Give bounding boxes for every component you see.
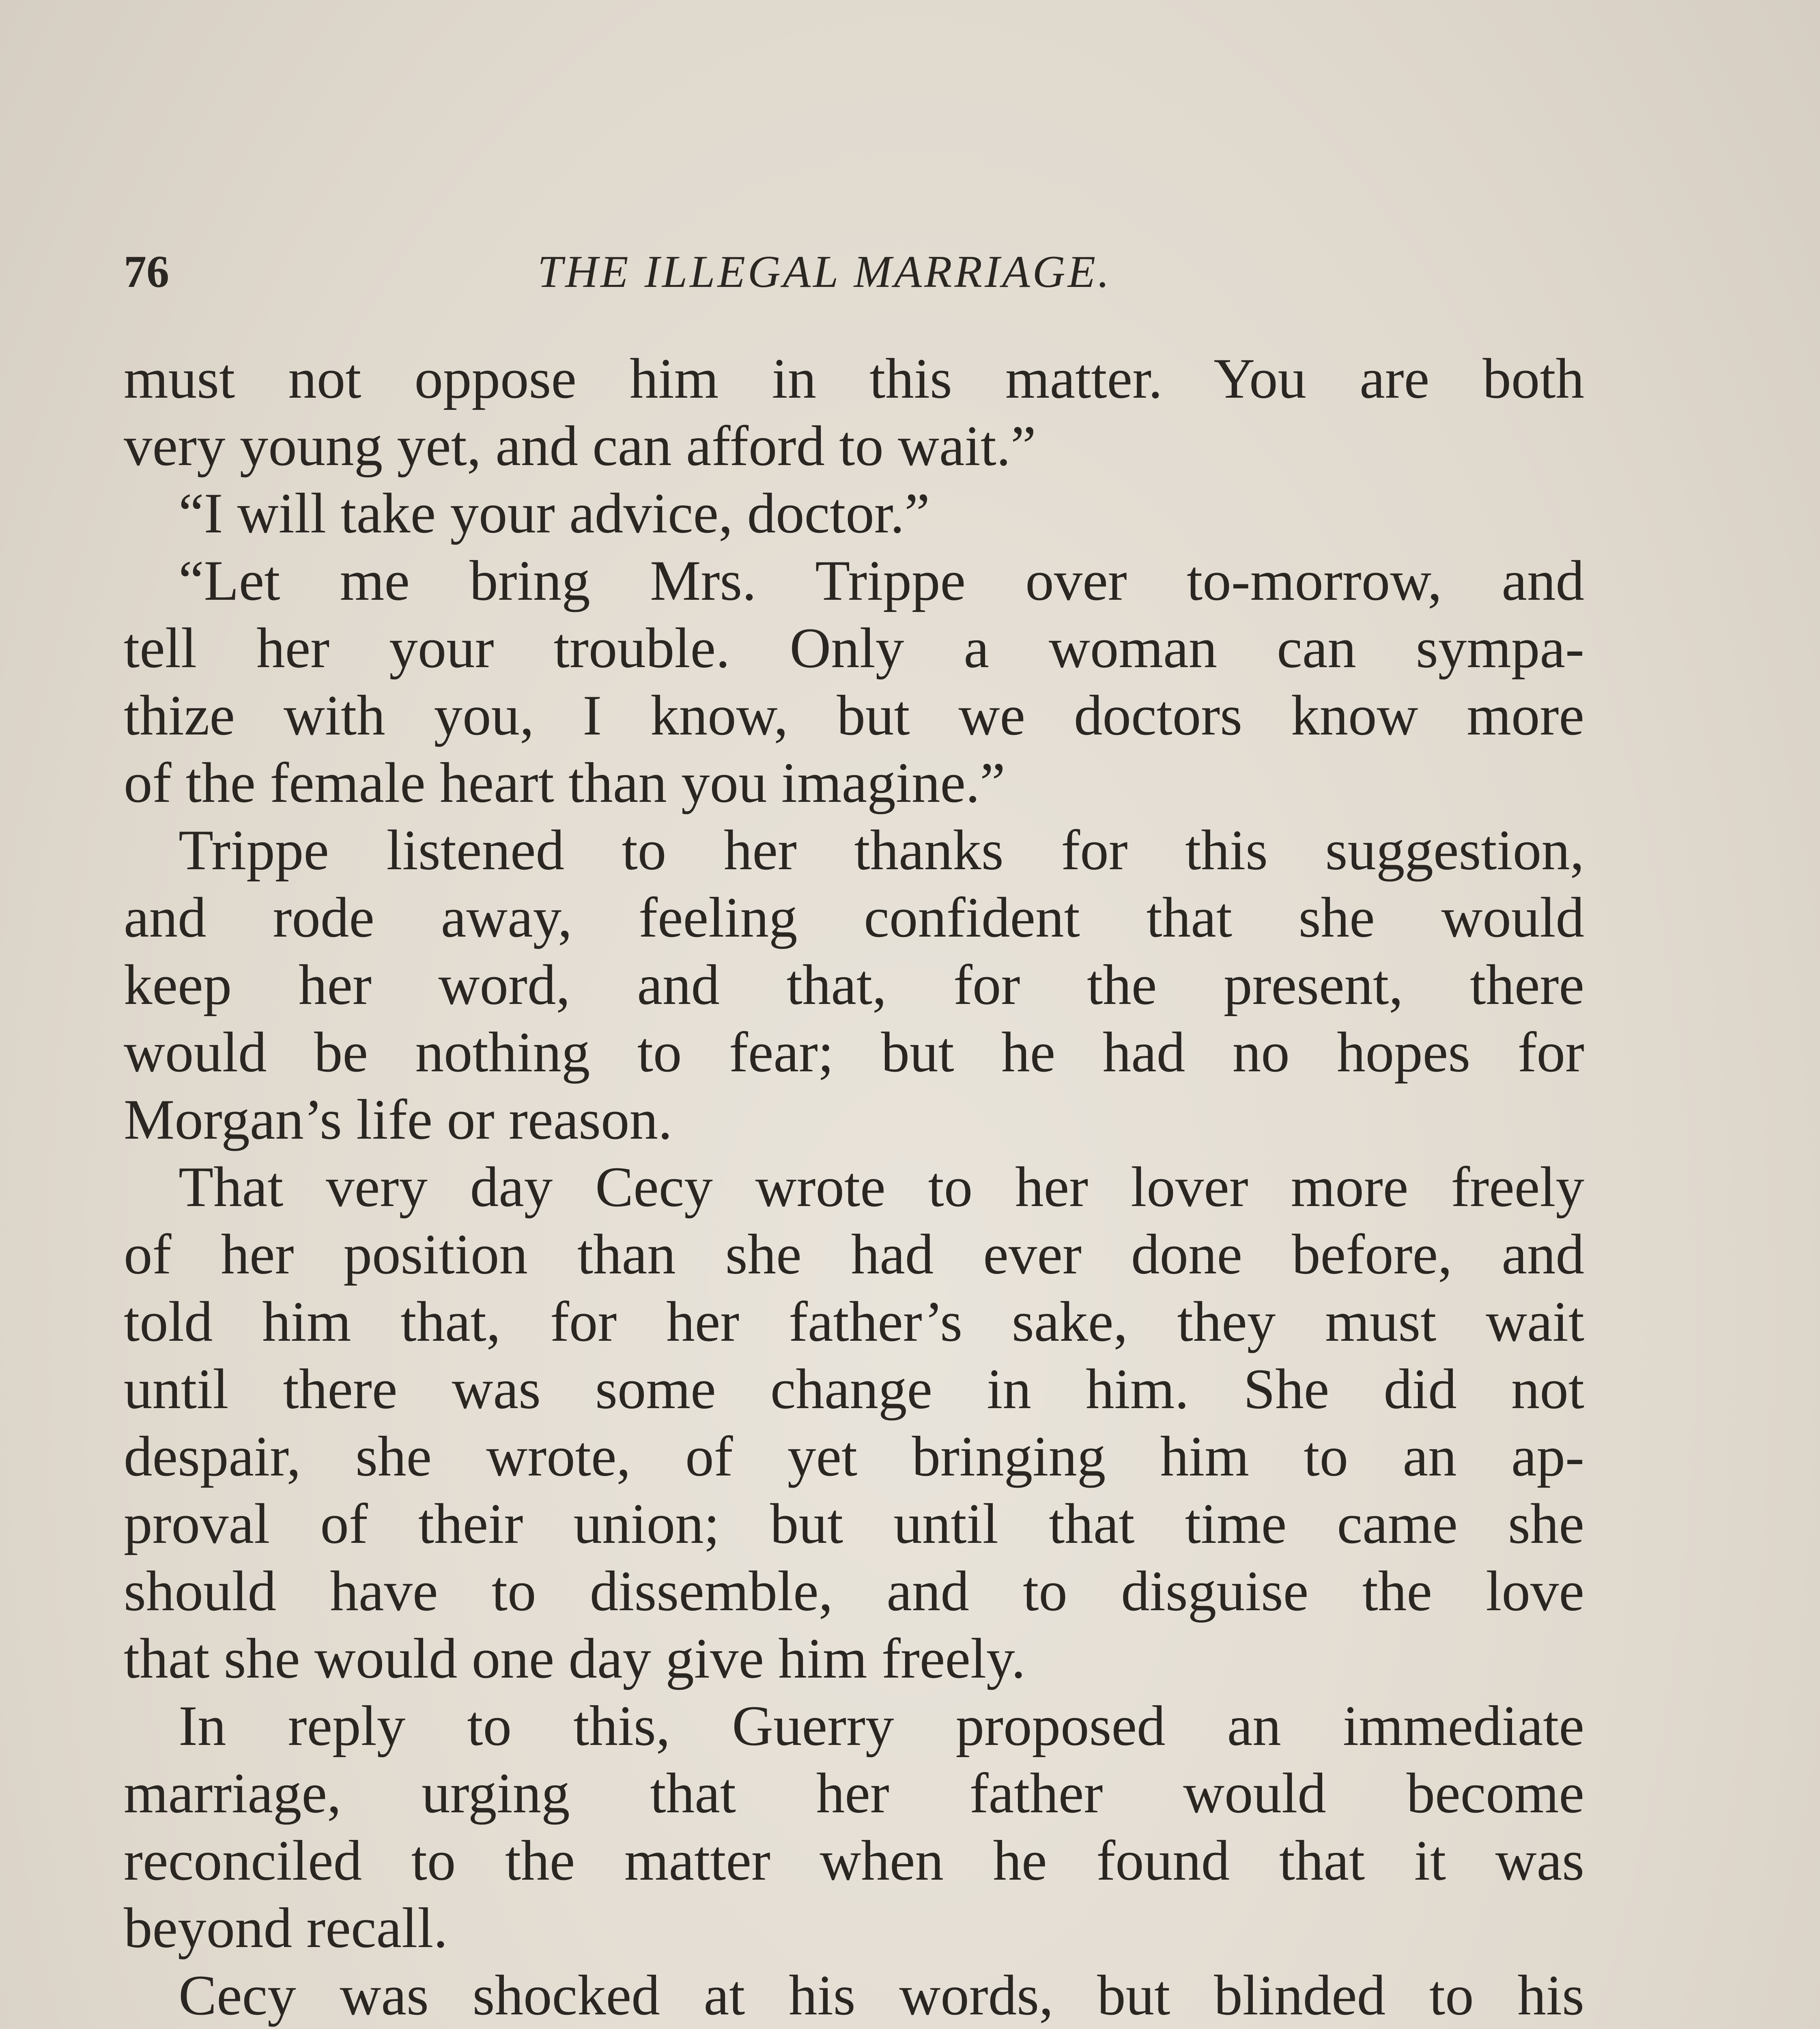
text-line: must not oppose him in this matter. You are both — [124, 347, 1584, 410]
text-line: very young yet, and can afford to wait.” — [124, 414, 1036, 478]
text-line: told him that, for her father’s sake, they must wait — [124, 1290, 1584, 1353]
text-line: Cecy was shocked at his words, but blinded to his — [179, 1964, 1584, 2027]
text-line: beyond recall. — [124, 1896, 448, 1960]
text-line: and rode away, feeling confident that she would — [124, 886, 1584, 949]
text-line: should have to dissemble, and to disguise the love — [124, 1559, 1584, 1623]
text-line: “Let me bring Mrs. Trippe over to-morrow, and — [179, 549, 1584, 612]
text-line: That very day Cecy wrote to her lover more freely — [179, 1155, 1584, 1219]
text-line: Trippe listened to her thanks for this suggestion, — [179, 818, 1584, 882]
text-line: Morgan’s life or reason. — [124, 1088, 673, 1151]
text-line: keep her word, and that, for the present, there — [124, 953, 1584, 1017]
body-text — [124, 345, 1584, 2029]
text-line: “I will take your advice, doctor.” — [179, 482, 930, 545]
text-line: until there was some change in him. She did not — [124, 1357, 1584, 1421]
text-line: reconciled to the matter when he found that it was — [124, 1829, 1584, 1892]
text-line: tell her your trouble. Only a woman can sympa- — [124, 616, 1584, 680]
running-title: THE ILLEGAL MARRIAGE. — [538, 247, 1112, 297]
text-line: thize with you, I know, but we doctors know more — [124, 684, 1584, 747]
text-line: proval of their union; but until that time came she — [124, 1492, 1584, 1555]
text-line: despair, she wrote, of yet bringing him to an ap- — [124, 1425, 1584, 1488]
running-head — [124, 239, 1576, 304]
text-line: marriage, urging that her father would become — [124, 1762, 1584, 1825]
text-line: that she would one day give him freely. — [124, 1627, 1026, 1690]
text-line: of her position than she had ever done before, and — [124, 1223, 1584, 1286]
page-number: 76 — [124, 247, 169, 297]
text-line: of the female heart than you imagine.” — [124, 751, 1005, 814]
text-line: In reply to this, Guerry proposed an immediate — [179, 1694, 1584, 1758]
text-line: would be nothing to fear; but he had no hopes for — [124, 1021, 1584, 1084]
